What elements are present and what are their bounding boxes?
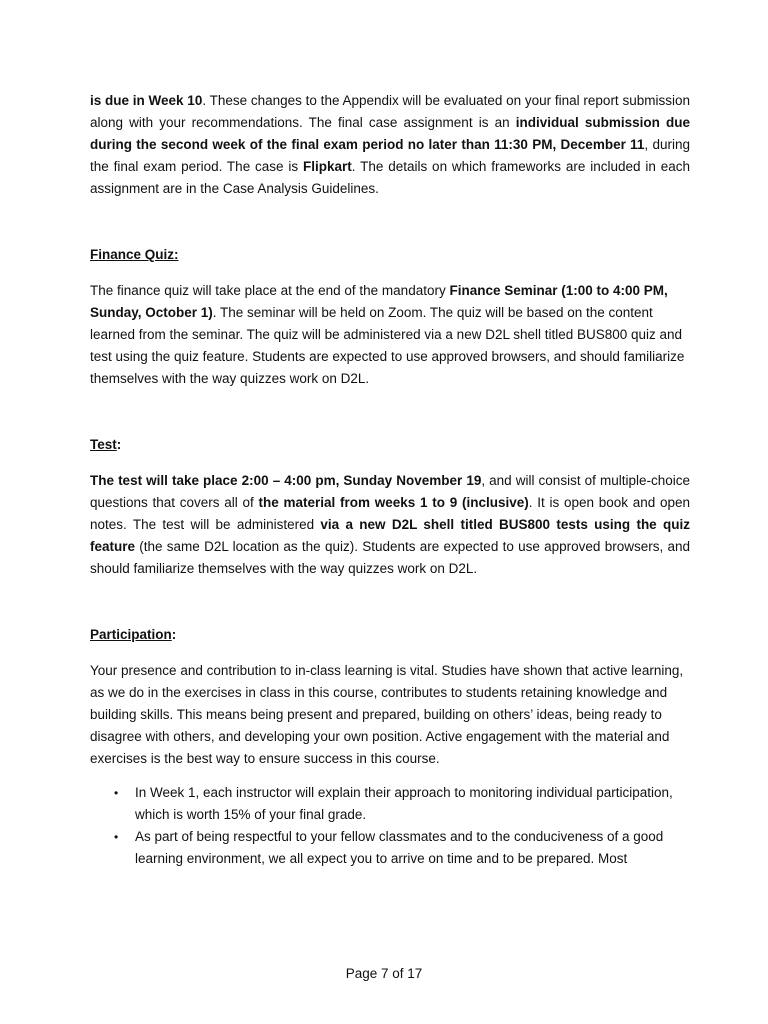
case-assignment-paragraph [90,90,690,200]
text-run: , during the final exam period. The case is [90,137,690,174]
test-heading-colon: : [116,437,122,452]
bullet-icon: • [114,830,119,844]
participation-heading-colon: : [171,627,177,642]
text-run: . It is open book and open notes. The test will be administered [90,495,691,532]
text-run: The finance quiz will take place at the end of the mandatory [90,283,450,298]
test-heading-text: Test [90,437,117,452]
text-run: (the same D2L location as the quiz). Students are expected to use approved browsers, and should familiarize themselves with the way quizzes work on D2L. [90,539,690,576]
final-submission-emphasis: individual submission due during the second week of the final exam period no later than 11:30 PM, December 11 [90,115,690,152]
bullet-icon: • [114,786,119,800]
finance-quiz-section [90,244,690,390]
finance-quiz-heading: Finance Quiz: [90,247,179,262]
test-section [90,434,690,580]
text-run: . The seminar will be held on Zoom. The quiz will be based on the content learned from the seminar. The quiz will be administered via a new D2L shell titled BUS800 quiz and test using the quiz feature. Students are expected to use approved browsers, and should familiarize themselves with the way quizzes work on D2L. [90,305,685,386]
case-name-emphasis: Flipkart [302,159,352,174]
participation-paragraph: Your presence and contribution to in-class learning is vital. Studies have shown that active learning, as we do in the exercises in class in this course, contributes to students retaining knowledge and building skills. This means being present and prepared, building on others’ ideas, being ready to disagree with others, and developing your own position. Active engagement with the material and exercises is the best way to ensure success in this course. [90,663,684,766]
participation-heading [90,627,176,642]
bullet-text: As part of being respectful to your fellow classmates and to the conduciveness of a good learning environment, we all expect you to arrive on time and to be prepared. Most [135,829,664,866]
participation-bullet-list [90,782,690,870]
text-run: . These changes to the Appendix will be evaluated on your final report submission along with your recommendations. The final case assignment is an [90,93,690,130]
finance-quiz-paragraph [90,280,690,390]
document-page [90,90,690,870]
test-date-emphasis: The test will take place 2:00 – 4:00 pm, Sunday November 19 [90,473,482,488]
week10-emphasis: is due in Week 10 [90,93,203,108]
test-material-emphasis: the material from weeks 1 to 9 (inclusive) [258,495,529,510]
list-item [114,826,690,870]
test-heading [90,437,121,452]
participation-section [90,624,690,870]
bullet-text: In Week 1, each instructor will explain their approach to monitoring individual participation, which is worth 15% of your final grade. [135,785,673,822]
list-item [114,782,690,826]
participation-heading-text: Participation [90,627,172,642]
text-run: , and will consist of multiple-choice questions that covers all of [90,473,690,510]
text-run: . The details on which frameworks are included in each assignment are in the Case Analysis Guidelines. [90,159,690,196]
test-shell-emphasis: via a new D2L shell titled BUS800 tests using the quiz feature [90,517,690,554]
test-paragraph [90,470,690,580]
finance-seminar-emphasis: Finance Seminar (1:00 to 4:00 PM, Sunday, October 1) [90,283,668,320]
page-number-footer: Page 7 of 17 [345,966,423,981]
